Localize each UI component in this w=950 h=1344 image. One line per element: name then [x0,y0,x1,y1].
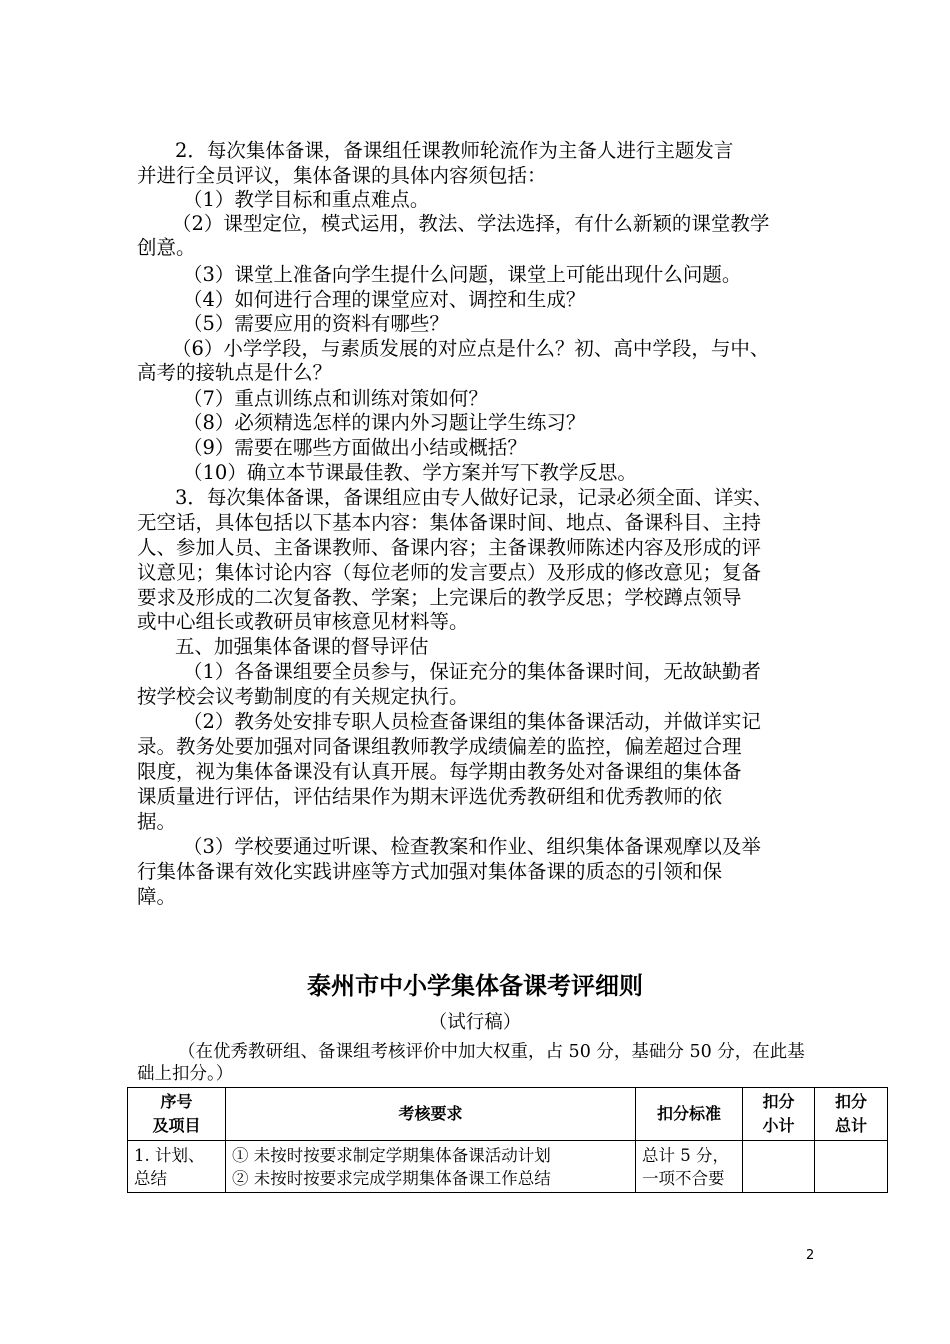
section-heading: 五、加强集体备课的督导评估 [175,635,429,658]
body-line: （1）教学目标和重点难点。 [183,188,430,211]
cell-line: 总计 5 分， [642,1146,729,1165]
body-line: （9）需要在哪些方面做出小结或概括？ [183,436,527,459]
body-line: 障。 [137,885,177,908]
header-total [815,1088,888,1141]
header-subtotal-line: 小计 [762,1116,795,1135]
cell-item [128,1141,226,1193]
header-subtotal-line: 扣分 [762,1092,795,1111]
table-row [128,1141,888,1193]
header-item-line: 序号 [160,1092,193,1111]
body-line: （4）如何进行合理的课堂应对、调控和生成？ [183,288,586,311]
body-line: 议意见；集体讨论内容（每位老师的发言要点）及形成的修改意见；复备 [137,561,762,584]
table-header-row [128,1088,888,1141]
header-requirement: 考核要求 [226,1088,636,1141]
cell-subtotal [743,1141,815,1193]
body-line: 行集体备课有效化实践讲座等方式加强对集体备课的质态的引领和保 [137,860,723,883]
body-line: （3）学校要通过听课、检查教案和作业、组织集体备课观摩以及举 [183,835,761,858]
body-line: 要求及形成的二次复备教、学案；上完课后的教学反思；学校蹲点领导 [137,586,742,609]
body-line: （7）重点训练点和训练对策如何？ [183,387,488,410]
cell-line: 1. 计划、 [134,1146,205,1165]
body-line: （5）需要应用的资料有哪些？ [183,312,449,335]
header-total-line: 总计 [834,1116,867,1135]
body-line: 据。 [137,810,177,833]
body-line: （2）教务处安排专职人员检查备课组的集体备课活动，并做详实记 [183,710,761,733]
assessment-table [127,1087,888,1193]
body-line: 创意。 [137,236,196,259]
body-line: 无空话，具体包括以下基本内容：集体备课时间、地点、备课科目、主持 [137,511,762,534]
body-line: 2．每次集体备课，备课组任课教师轮流作为主备人进行主题发言 [175,139,734,162]
body-line: 按学校会议考勤制度的有关规定执行。 [137,685,469,708]
body-line: （1）各备课组要全员参与，保证充分的集体备课时间，无故缺勤者 [183,660,761,683]
body-line: 课质量进行评估，评估结果作为期末评选优秀教研组和优秀教师的依 [137,785,723,808]
body-line: （2）课型定位，模式运用，教法、学法选择，有什么新颖的课堂教学 [172,212,770,235]
body-line: 人、参加人员、主备课教师、备课内容；主备课教师陈述内容及形成的评 [137,536,762,559]
scoring-note: （在优秀教研组、备课组考核评价中加大权重，占 50 分，基础分 50 分，在此基 [178,1042,805,1062]
body-line: 高考的接轨点是什么？ [137,361,333,384]
page-number: 2 [806,1248,815,1263]
body-line: 或中心组长或教研员审核意见材料等。 [137,610,469,633]
cell-line: 一项不合要 [642,1169,725,1188]
document-title: 泰州市中小学集体备课考评细则 [307,972,643,1000]
cell-line: 总结 [134,1169,167,1188]
cell-requirement [226,1141,636,1193]
scoring-note: 础上扣分。） [137,1064,234,1084]
header-item [128,1088,226,1141]
body-line: （10）确立本节课最佳教、学方案并写下教学反思。 [183,461,637,484]
body-line: （8）必须精选怎样的课内外习题让学生练习？ [183,411,586,434]
body-line: （6）小学学段，与素质发展的对应点是什么？初、高中学段，与中、 [172,337,770,360]
header-total-line: 扣分 [834,1092,867,1111]
cell-standard [636,1141,743,1193]
cell-line: ② 未按时按要求完成学期集体备课工作总结 [232,1169,551,1188]
body-line: 并进行全员评议，集体备课的具体内容须包括： [137,164,547,187]
cell-line: ① 未按时按要求制定学期集体备课活动计划 [232,1146,551,1165]
document-subtitle: （试行稿） [428,1012,522,1033]
header-subtotal [743,1088,815,1141]
cell-total [815,1141,888,1193]
header-item-line: 及项目 [152,1116,201,1135]
body-line: （3）课堂上准备向学生提什么问题，课堂上可能出现什么问题。 [183,263,742,286]
header-standard: 扣分标准 [636,1088,743,1141]
body-line: 录。教务处要加强对同备课组教师教学成绩偏差的监控，偏差超过合理 [137,735,742,758]
body-line: 3．每次集体备课，备课组应由专人做好记录，记录必须全面、详实、 [175,486,773,509]
body-line: 限度，视为集体备课没有认真开展。每学期由教务处对备课组的集体备 [137,760,742,783]
